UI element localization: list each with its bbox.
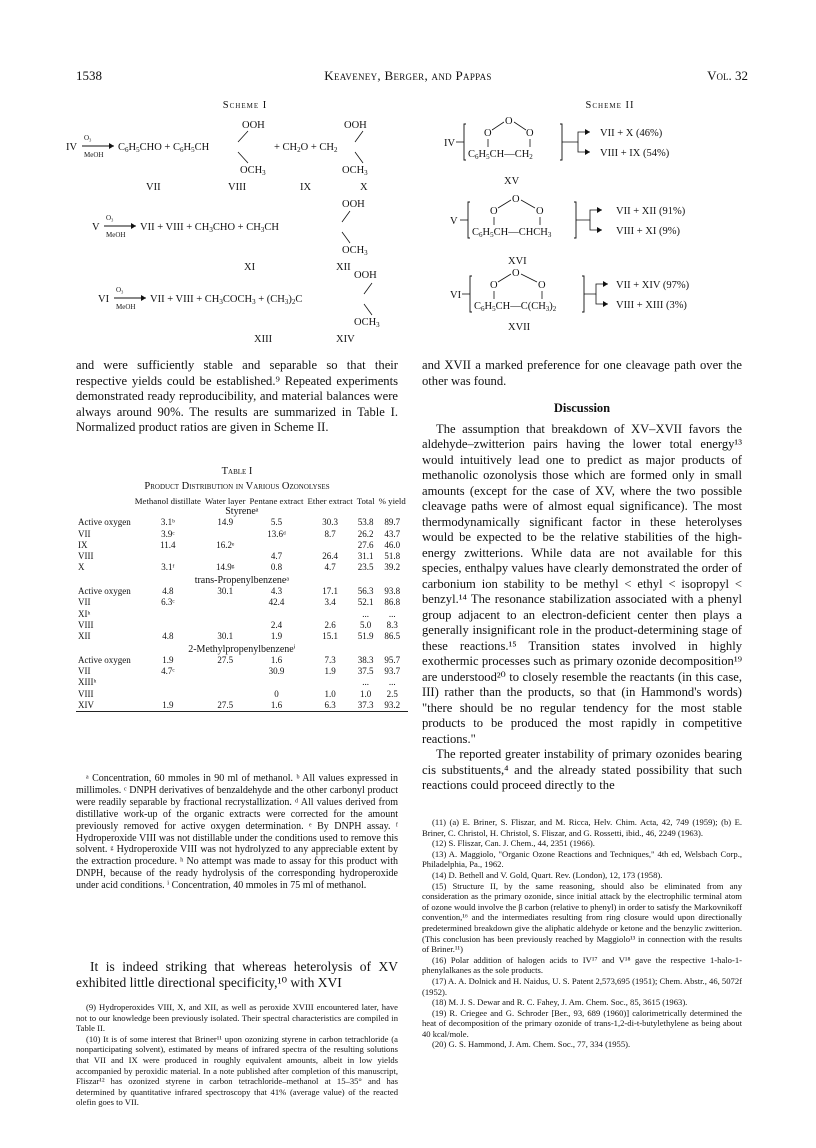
table-cell: 93.8 [384, 586, 401, 597]
table-cell: 7.3 [324, 654, 336, 665]
svg-text:O: O [512, 268, 520, 279]
xv-products-2: VIII + IX (54%) [600, 148, 670, 159]
svg-text:O: O [526, 128, 534, 139]
table-cell: 30.1 [217, 586, 234, 597]
scheme-1-meoh-2: MeOH [106, 231, 126, 239]
scheme-1-meoh-1: MeOH [84, 151, 104, 159]
table-row [76, 666, 408, 677]
table-cell: 95.7 [384, 654, 401, 665]
table-cell: 31.1 [357, 551, 374, 562]
footnote-11: (11) (a) E. Briner, S. Fliszar, and M. Ricca, Helv. Chim. Acta, 42, 749 (1959); (b) E. Briner, C. Christol, H. Christol, S. Fliszar, and G. Rossetti, ibid., 46, 2249 (1963). [422, 817, 742, 838]
table-container [76, 496, 406, 712]
table-cell [248, 609, 306, 620]
table-cell: 23.5 [357, 562, 374, 573]
table-group-name: 2-Methylpropenylbenzeneⁱ [188, 643, 296, 655]
table-cell: 11.4 [160, 539, 176, 550]
table-cell: 15.1 [322, 631, 338, 642]
left-paragraph-2: It is indeed striking that whereas heterolysis of XV exhibited little directional specificity,¹⁰ with XVI [76, 959, 398, 990]
table-cell: 93.7 [384, 666, 401, 677]
table-cell: 37.3 [357, 700, 374, 711]
footnote-9: (9) Hydroperoxides VIII, X, and XII, as well as peroxide XVIII encountered later, have not to our knowledge been previously isolated. Their spectral characteristics are compiled in Table II. [76, 1002, 398, 1034]
page-number: 1538 [76, 68, 102, 83]
table-cell: 38.3 [357, 654, 374, 665]
table-cell: 51.9 [357, 631, 374, 642]
table-cell: 13.6ᵈ [267, 528, 286, 539]
table-row [76, 655, 408, 666]
scheme-1-ozone-2: O₃ [106, 214, 114, 222]
table-group-name: Styreneᵃ [225, 506, 259, 517]
table-row [76, 609, 408, 620]
table-row [76, 529, 408, 540]
table-cell: 3.4 [324, 597, 336, 608]
table-cell: 14.9ᵍ [216, 562, 235, 573]
svg-text:O: O [512, 194, 520, 205]
scheme-1-reactant-iv: IV [66, 142, 78, 153]
svg-text:OOH: OOH [354, 270, 377, 281]
label-viii: VIII [228, 182, 247, 193]
right-column [422, 358, 742, 794]
table-cell: 43.7 [384, 528, 401, 539]
table-cell: 8.3 [386, 619, 398, 630]
footnote-13: (13) A. Maggiolo, "Organic Ozone Reactions and Techniques," 4th ed, Welsbach Corp., Philadelphia, Pa., 1962. [422, 848, 742, 870]
scheme-1-ozone-1: O₃ [84, 134, 92, 142]
table-cell: 1.0 [360, 688, 372, 699]
table-cell: 42.4 [268, 597, 285, 608]
table-row-label: X [78, 562, 85, 573]
table-cell: 4.3 [270, 586, 283, 597]
svg-text:O: O [490, 280, 498, 291]
label-xiii: XIII [254, 334, 273, 345]
svg-text:V: V [450, 216, 458, 227]
table-row [76, 551, 408, 562]
footnote-18: (18) M. J. S. Dewar and R. C. Fahey, J. Am. Chem. Soc., 85, 3615 (1963). [432, 997, 688, 1008]
table-cell: 2.4 [270, 619, 283, 630]
table-cell: 46.0 [384, 539, 401, 550]
table-cell [248, 677, 306, 688]
table-cell: 39.2 [384, 562, 401, 573]
xvi-products-1: VII + XII (91%) [616, 206, 686, 217]
right-paragraph-1: The assumption that breakdown of XV–XVII favors the aldehyde–zwitterion pairs having the lower total energy¹³ would intuitively lead one to predict as major products of methanolic ozonolysis those which are formed only in small amounts (except for the case of XV, where the two possible cleavage paths were of almost equal significance). The most thermodynamically significant factor in these heterolyses would be expected to be the relative stabilities of the high-energy zwitterions. While data are not available for this species, enthalpy values have clearly demonstrated the order of carbonium ion stability to be methyl < ethyl < isopropyl < benzyl.¹⁴ The resonance stabilization associated with a phenyl group adjacent to an electron-deficient center then plays a generally insignificant role in the product-determining stage of these reactions.¹⁵ Transition states involved in highly exothermic processes such as primary ozonide decomposition¹⁹ are understood²⁰ to closely resemble the reactants (in this case, III) rather than the products, so that (in Hammond's words) "there should be no regular tendency for the most stable products to be produced the most rapidly in competitive reactions." [422, 421, 742, 746]
table-cell [133, 689, 203, 700]
xvi-products-2: VIII + XI (9%) [616, 226, 680, 237]
table-row [76, 689, 408, 700]
footnote-19: (19) R. Criegee and G. Schroder [Ber., 93, 689 (1960)] calorimetrically determined the heat of decomposition of the primary ozonide of trans-1,2-di-t-butylethylene as being about 40 kcal/mole. [422, 1007, 742, 1039]
table-row [76, 562, 408, 573]
svg-text:+ CH2O + CH2: + CH2O + CH2 [274, 142, 338, 154]
table-cell: 93.2 [384, 700, 401, 711]
table-cell: 4.8 [162, 586, 174, 597]
table-cell [133, 609, 203, 620]
table-row-label: VII [78, 666, 91, 677]
table-row-label: Active oxygen [78, 586, 131, 597]
table-cell: 3.1ᵇ [160, 517, 175, 528]
scheme-1-reactant-vi: VI [98, 294, 110, 305]
table-cell: 51.8 [384, 551, 401, 562]
table-cell: 4.8 [162, 631, 174, 642]
table-label: Table I [221, 466, 253, 477]
ozonide-xvii [450, 268, 690, 333]
section-heading-discussion: Discussion [553, 401, 611, 415]
svg-text:C6H5CHO + C6H5CH: C6H5CHO + C6H5CH [118, 142, 210, 154]
footnote-12: (12) S. Fliszar, Can. J. Chem., 44, 2351 (1966). [432, 838, 595, 849]
table-bottom-rule [76, 712, 408, 713]
volume-label: Vol. 32 [707, 68, 748, 83]
table-cell [133, 551, 203, 562]
table-cell: 26.4 [322, 551, 338, 562]
label-xii: XII [336, 262, 351, 273]
col-header [76, 496, 133, 506]
svg-text:C6H5CH—C(CH3)2: C6H5CH—C(CH3)2 [474, 301, 557, 313]
footnote-16: (16) Polar addition of halogen acids to IV¹⁷ and V¹⁸ gave the respective 1-halo-1-phenylalkanes as the sole products. [422, 954, 742, 976]
ozonide-xvi [450, 194, 686, 267]
svg-text:IV: IV [444, 138, 456, 149]
table-cell: 86.5 [384, 631, 401, 642]
table-group-row [76, 643, 408, 655]
table-cell: 1.6 [270, 654, 283, 665]
scheme-2-diagram [440, 112, 770, 337]
label-xvi: XVI [508, 256, 527, 267]
table-header-row [76, 496, 408, 506]
table-cell: ... [362, 677, 370, 688]
running-title: Keaveney, Berger, and Pappas [324, 68, 492, 83]
svg-text:VII + VIII + CH3COCH3 + (CH3)2: VII + VIII + CH3COCH3 + (CH3)2C [150, 294, 303, 306]
table-cell: 8.7 [324, 528, 336, 539]
scheme-1-title: Scheme I [222, 100, 268, 111]
left-paragraph-1: and were sufficiently stable and separable so that their respective yields could be established.⁹ Repeated experiments demonstrated ready reproducibility, and material balances were always around 90%. The results are summarized in Table I. Normalized product ratios are given in Scheme II. [76, 358, 398, 434]
right-paragraph-2: The reported greater instability of primary ozonides bearing cis substituents,⁴ and the already stated possibility that such reactions could proceed directly to the [422, 747, 742, 792]
table-cell [203, 620, 248, 631]
left-footnotes [76, 1002, 398, 1108]
table-row-label: Active oxygen [78, 654, 131, 665]
table-cell: 4.7 [324, 562, 336, 573]
table-cell: 37.5 [357, 666, 374, 677]
table-notes-text: ᵃ Concentration, 60 mmoles in 90 ml of methanol. ᵇ All values expressed in millimoles. ᶜ DNPH derivatives of benzaldehyde and the other carbonyl product were readily separable by fractional recrystallization. ᵈ All values derived from distillative work-up of the organic extracts were corrected for the amount previously removed for active oxygen determination. ᵉ By DNPH assay. ᶠ Hydroperoxide VIII was not distillable under the conditions used to remove this solvent. ᵍ Hydroperoxide VIII was not hydrolyzed to any appreciable extent by the extraction procedure. ʰ No attempt was made to assay for this product with DNPH, because of the ready hydrolysis of the corresponding hydroperoxide under acid conditions. ⁱ Concentration, 40 mmoles in 75 ml of methanol. [76, 773, 398, 892]
table-row-label: XII [78, 631, 91, 642]
table-row [76, 597, 408, 608]
footnote-15: (15) Structure II, by the same reasoning, should also be eliminated from any consideration as the primary ozonide, since initial attack by the electrophilic terminal atom of ozone would involve the β carbon (relative to phenyl) in order to satisfy the Markovnikoff convention,¹⁶ and the intermediates resulting from ring closure would upon directionally predetermined breakdown give the aliphatic aldehyde or ketone and the benzylic zwitterion. (This conclusion has been previously reached by Maggiolo¹³ in connection with the results of Briner.¹¹) [422, 880, 742, 955]
footnote-20: (20) G. S. Hammond, J. Am. Chem. Soc., 77, 334 (1955). [432, 1039, 631, 1050]
table-cell: 16.2ᵉ [216, 539, 235, 550]
table-cell [203, 689, 248, 700]
table-row-label: VIII [78, 551, 94, 562]
table-row [76, 631, 408, 642]
table-row-label: VIII [78, 619, 94, 630]
table-group-row [76, 506, 408, 517]
table-cell: ... [388, 608, 396, 619]
label-xiv: XIV [336, 334, 355, 345]
label-xvii: XVII [508, 322, 531, 333]
table-cell [203, 666, 248, 677]
table-cell: 14.9 [217, 517, 234, 528]
table-row [76, 540, 408, 551]
table-cell: 1.9 [324, 666, 336, 677]
svg-text:OOH: OOH [342, 199, 365, 210]
table-cell: 53.8 [357, 517, 374, 528]
table-cell [133, 677, 203, 688]
svg-text:C6H5CH—CH2: C6H5CH—CH2 [468, 149, 533, 161]
table-cell: 4.7 [270, 551, 283, 562]
right-paragraph-0: and XVII a marked preference for one cleavage path over the other was found. [422, 358, 742, 388]
table-cell: 5.5 [270, 517, 283, 528]
label-vii: VII [146, 182, 161, 193]
table-row [76, 586, 408, 597]
table-cell [133, 620, 203, 631]
footnote-14: (14) D. Bethell and V. Gold, Quart. Rev. (London), 12, 173 (1958). [432, 869, 663, 880]
svg-text:O: O [536, 206, 544, 217]
table-cell: 6.3 [324, 700, 336, 711]
table-row [76, 700, 408, 712]
col-header: Total [356, 496, 375, 506]
xvii-products-1: VII + XIV (97%) [616, 280, 690, 291]
svg-text:VI: VI [450, 290, 462, 301]
scheme-1-reactant-v: V [92, 222, 100, 233]
table-cell [203, 551, 248, 562]
table-cell: 86.8 [384, 597, 401, 608]
ozonide-xv [444, 116, 670, 187]
label-x: X [360, 182, 368, 193]
table-row-label: VII [78, 597, 91, 608]
table-cell: 30.9 [268, 666, 285, 677]
svg-text:OCH3: OCH3 [354, 317, 380, 329]
table-cell: 2.6 [324, 619, 336, 630]
table-cell: 52.1 [357, 597, 374, 608]
col-header: Ether extract [307, 496, 353, 506]
table-row-label: Active oxygen [78, 517, 131, 528]
table-row [76, 620, 408, 631]
table-cell [248, 540, 306, 551]
col-header: % yield [378, 496, 406, 506]
table-cell: 3.9ᶜ [161, 528, 175, 539]
table-cell: 56.3 [357, 586, 374, 597]
svg-text:VII + VIII + CH3CHO + CH3CH: VII + VIII + CH3CHO + CH3CH [140, 222, 279, 234]
scheme-2-title: Scheme II [585, 100, 635, 111]
table-row [76, 517, 408, 528]
xvii-products-2: VIII + XIII (3%) [616, 300, 687, 311]
table-row-label: XIIIʰ [78, 677, 97, 688]
svg-text:C6H5CH—CHCH3: C6H5CH—CHCH3 [472, 227, 552, 239]
table-cell: 30.3 [322, 517, 338, 528]
product-distribution-table [76, 496, 408, 712]
label-xv: XV [504, 176, 520, 187]
table-cell: 1.9 [270, 631, 283, 642]
table-cell: 5.0 [360, 619, 372, 630]
table-row-label: VIII [78, 688, 94, 699]
table-cell: 3.1ᶠ [161, 562, 175, 573]
table-row [76, 677, 408, 688]
col-header: Pentane extract [249, 496, 304, 506]
svg-text:OOH: OOH [344, 120, 367, 131]
table-cell [306, 677, 355, 688]
scheme-1-ozone-3: O₃ [116, 286, 124, 294]
table-title: Product Distribution in Various Ozonolyses [144, 481, 330, 492]
table-cell: ... [362, 608, 370, 619]
table-group-row [76, 574, 408, 586]
table-cell: 0.8 [270, 562, 283, 573]
table-cell: 30.1 [217, 631, 234, 642]
table-cell: 6.3ᶜ [161, 597, 175, 608]
table-row-label: VII [78, 528, 91, 539]
svg-text:O: O [484, 128, 492, 139]
table-cell: 27.5 [217, 700, 234, 711]
table-cell [203, 677, 248, 688]
table-group-name: trans-Propenylbenzeneᵃ [194, 574, 290, 586]
left-column-continuation [76, 959, 398, 991]
svg-text:OCH3: OCH3 [240, 165, 266, 177]
table-row-label: IX [78, 539, 88, 550]
table-cell: 0 [274, 688, 279, 699]
table-cell [306, 540, 355, 551]
col-header: Methanol distillate [134, 496, 201, 506]
label-ix: IX [300, 182, 312, 193]
table-footnotes [76, 773, 398, 892]
table-cell: 2.5 [386, 688, 398, 699]
left-column-intro [76, 358, 398, 436]
table-cell: 1.0 [324, 688, 336, 699]
table-cell [203, 597, 248, 608]
svg-text:OOH: OOH [242, 120, 265, 131]
table-cell: 1.6 [270, 700, 283, 711]
svg-text:OCH3: OCH3 [342, 165, 368, 177]
footnote-10: (10) It is of some interest that Briner¹¹ upon ozonizing styrene in carbon tetrachloride (a nonparticipating solvent), estimated by means of infrared spectra of the resulting solutions that VII and IX were produced in roughly equivalent amounts, albeit in low yields accompanied by peroxidic material. In a note published after completion of this manuscript, Fliszar¹² has ozonized styrene in carbon tetrachloride–methanol at 15–35° and has determined by quantitative infrared spectroscopy that 41% (average value) of the reacted olefin goes to VII. [76, 1033, 398, 1108]
table-row-label: XIV [78, 700, 94, 711]
table-cell [306, 609, 355, 620]
svg-text:O: O [490, 206, 498, 217]
table-cell: 26.2 [357, 528, 374, 539]
table-cell: ... [388, 677, 396, 688]
scheme-1-diagram [60, 112, 410, 347]
table-cell [203, 609, 248, 620]
table-cell: 89.7 [384, 517, 401, 528]
table-cell: 27.5 [217, 654, 234, 665]
label-xi: XI [244, 262, 256, 273]
svg-text:OCH3: OCH3 [342, 245, 368, 257]
table-cell: 27.6 [357, 539, 374, 550]
table-row-label: XIʰ [78, 608, 91, 619]
table-cell: 1.9 [162, 654, 174, 665]
table-cell: 1.9 [162, 700, 174, 711]
svg-text:O: O [538, 280, 546, 291]
scheme-1-meoh-3: MeOH [116, 303, 136, 311]
svg-text:O: O [505, 116, 513, 127]
right-footnotes [422, 817, 742, 1050]
table-cell: 17.1 [322, 586, 338, 597]
footnote-17: (17) A. A. Dolnick and H. Naidus, U. S. Patent 2,573,695 (1951); Chem. Abstr., 46, 5072f (1952). [422, 975, 742, 997]
xv-products-1: VII + X (46%) [600, 128, 663, 139]
col-header: Water layer [204, 496, 246, 506]
table-cell [203, 529, 248, 540]
table-cell: 4.7ᶜ [161, 666, 175, 677]
